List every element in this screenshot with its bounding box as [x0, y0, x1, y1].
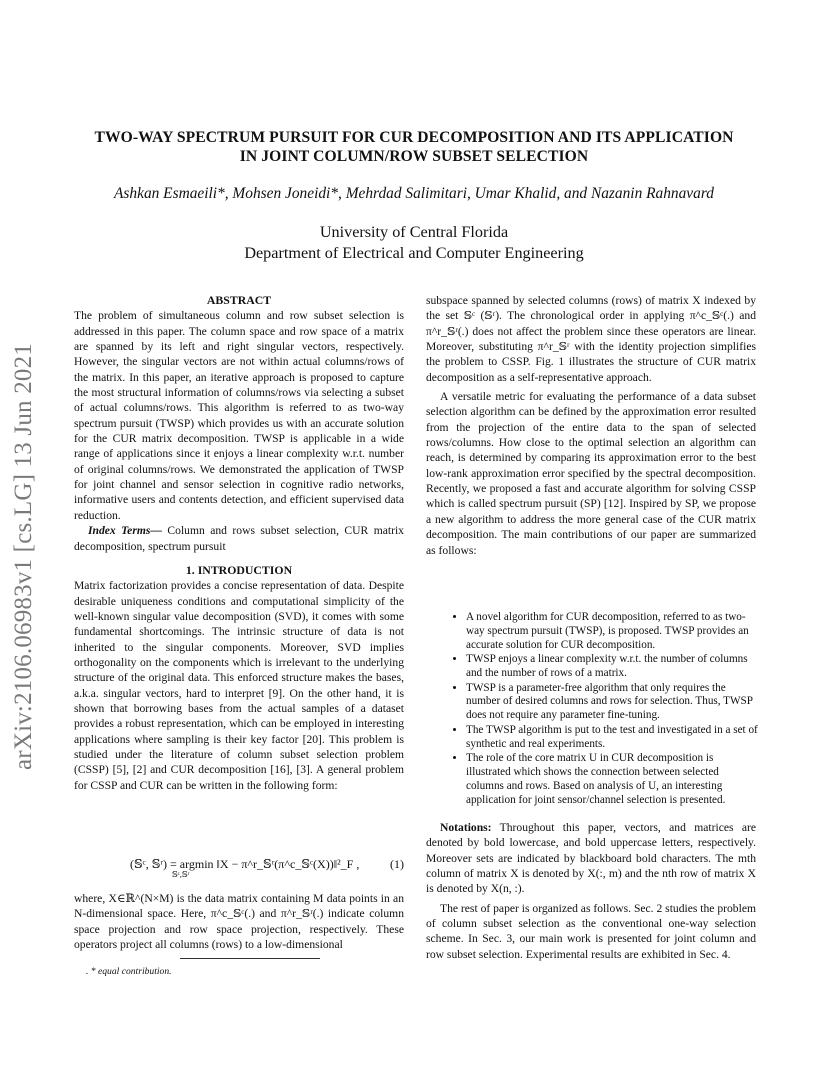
index-terms-label: Index Terms—	[88, 524, 162, 538]
affiliation-university: University of Central Florida	[319, 223, 509, 241]
list-item: • The role of the core matrix U in CUR decomposition is illustrated which shows the connection between selected columns and rows. Based on analysis of U, an interesting application for joint sensor/channel selection is presented.	[466, 752, 758, 808]
notations-section	[426, 820, 756, 962]
list-item: • A novel algorithm for CUR decomposition, referred to as two-way spectrum pursuit (TWSP), is proposed. TWSP provides an accurate solution for CUR decomposition.	[466, 611, 758, 653]
author-list: Ashkan Esmaeili*, Mohsen Joneidi*, Mehrdad Salimitari, Umar Khalid, and Nazanin Rahnavard	[114, 185, 714, 202]
index-terms-text: Column and rows subset selection, CUR matrix decomposition, spectrum pursuit	[74, 524, 404, 553]
footnote-rule	[180, 958, 320, 959]
affiliation-department: Department of Electrical and Computer Engineering	[244, 244, 584, 262]
list-item: • TWSP enjoys a linear complexity w.r.t. the number of columns and the number of rows of a matrix.	[466, 653, 758, 681]
organization-paragraph: The rest of paper is organized as follows. Sec. 2 studies the problem of column subset selection as the conventional one-way selection scheme. In Sec. 3, our main work is presented for joint column and row subset selection. Experimental results are exhibited in Sec. 4.	[426, 901, 756, 961]
right-paragraph-1: subspace spanned by selected columns (rows) of matrix X indexed by the set 𝕊ᶜ (𝕊ʳ). The chronological order in applying π^c_𝕊ᶜ(.) and π^r_𝕊ʳ(.) does not affect the problem since these operators are linear. Moreover, substituting π^r_𝕊ʳ with the identity projection simplifies the problem to CSSP. Fig. 1 illustrates the structure of CUR matrix decomposition as a self-representative approach.	[426, 294, 756, 384]
list-item: • The TWSP algorithm is put to the test and investigated in a set of synthetic and real experiments.	[466, 724, 758, 752]
title-line-1: TWO-WAY SPECTRUM PURSUIT FOR CUR DECOMPOSITION AND ITS APPLICATION	[94, 129, 734, 146]
index-terms	[74, 523, 404, 554]
affiliation	[60, 222, 768, 264]
right-paragraph-2: A versatile metric for evaluating the performance of a data subset selection algorithm can be defined by the approximation error resulted from the projection of the entire data to the span of selected rows/columns. How close to the optimal selection an algorithm can reach, is determined by comparing its approximation error to the best low-rank approximation error specified by the spectral decomposition. Recently, we proposed a fast and accurate algorithm for solving CSSP which is called spectrum pursuit (SP) [12]. Inspired by SP, we propose a new algorithm to address the more general case of the CUR matrix decomposition. The main contributions of our paper are summarized as follows:	[426, 390, 756, 557]
after-equation-paragraph	[74, 891, 404, 952]
equation-subscript: 𝕊ᶜ,𝕊ʳ	[172, 870, 190, 879]
notations-text: Throughout this paper, vectors, and matrices are denoted by bold lowercase, and bold uppercase letters, respectively. Moreover sets are indicated by blackboard bold characters. The mth column of matrix X is denoted by X(:, m) and the nth row of matrix X is denoted by X(n, :).	[426, 821, 756, 896]
contributions-list	[426, 611, 758, 808]
list-item: • TWSP is a parameter-free algorithm that only requires the number of desired columns and rows for selection. Thus, TWSP does not require any parameter fine-tuning.	[466, 682, 758, 724]
equation-body: (𝕊ᶜ, 𝕊ʳ) = argmin ‖X − π^r_𝕊ʳ(π^c_𝕊ᶜ(X))‖²_F ,	[130, 857, 360, 871]
footnote: . * equal contribution.	[86, 966, 172, 977]
notations-paragraph	[426, 820, 756, 897]
title-line-2: IN JOINT COLUMN/ROW SUBSET SELECTION	[239, 148, 589, 165]
arxiv-stamp: arXiv:2106.06983v1 [cs.LG] 13 Jun 2021	[10, 343, 37, 770]
paper-title	[60, 128, 768, 166]
after-equation-text: where, X∈ℝ^(N×M) is the data matrix containing M data points in an N-dimensional space. Here, π^c_𝕊ᶜ(.) and π^r_𝕊ʳ(.) indicate column space projection and row space projection, respectively. These operators project all columns (rows) to a low-dimensional	[74, 892, 404, 952]
introduction-text: Matrix factorization provides a concise representation of data. Despite desirable uniqueness conditions and computational simplicity of the well-known singular value decomposition (SVD), it comes with some fundamental shortcomings. The intrinsic structure of data is not inherited to the singular components. Moreover, SVD implies orthogonality on the components which is irrelevant to the underlying structure of the original data. This enforced structure makes the bases, a.k.a. singular vectors, hard to interpret [9]. On the other hand, it is shown that borrowing bases from the actual samples of a dataset provides a robust representation, which can be employed in interesting applications where sampling is their key factor [20]. This problem is studied under the literature of column subset selection problem (CSSP) [5], [2] and CUR decomposition [16], [3]. A general problem for CSSP and CUR can be written in the following form:	[74, 579, 404, 792]
abstract-text: The problem of simultaneous column and row subset selection is addressed in this paper. The column space and row space of a matrix are spanned by its left and right singular vectors, respectively. However, the singular vectors are not within actual columns/rows of the matrix. In this paper, an iterative approach is proposed to capture the most structural information of columns/rows via selecting a subset of actual columns/rows. This algorithm is referred to as two-way spectrum pursuit (TWSP) which provides us with an accurate solution for the CUR matrix decomposition. TWSP is applicable in a wide range of applications since it enjoys a linear complexity w.r.t. number of original columns/rows. We demonstrated the application of TWSP for joint channel and sensor selection in cognitive radio networks, informative users and contents detection, and efficient supervised data reduction.	[74, 309, 404, 522]
introduction-heading: 1. INTRODUCTION	[185, 562, 293, 577]
abstract-heading: ABSTRACT	[206, 293, 272, 307]
right-column	[426, 293, 756, 558]
notations-label: Notations:	[440, 821, 492, 834]
equation-number: (1)	[390, 857, 404, 871]
left-column	[74, 293, 404, 793]
